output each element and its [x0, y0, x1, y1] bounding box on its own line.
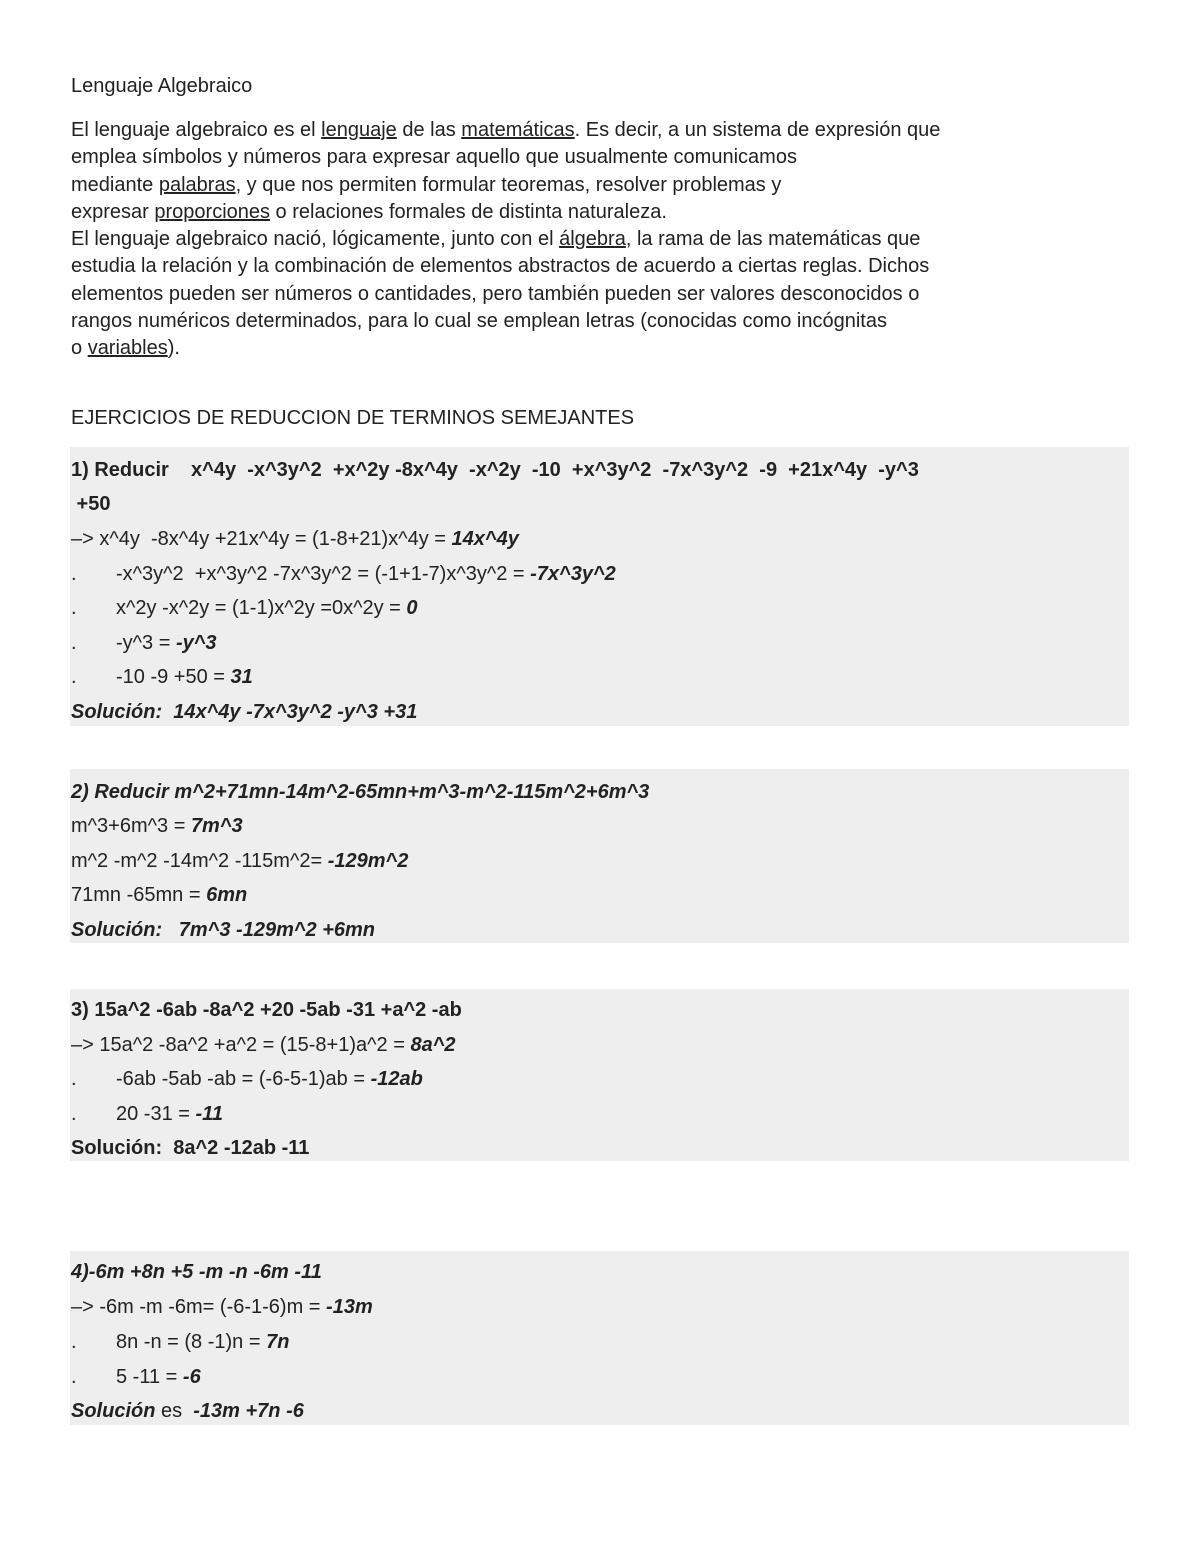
exercise-4-step-2: [116, 1329, 289, 1355]
step-result: 7m^3: [190, 815, 243, 837]
bullet-dot: .: [71, 597, 77, 619]
step-text: -10 -9 +50 =: [116, 666, 231, 688]
bullet-dot: .: [71, 1103, 77, 1125]
step-text: m^2 -m^2 -14m^2 -115m^2=: [71, 850, 328, 872]
bullet-dot: .: [71, 666, 77, 688]
exercise-2-step-2: [71, 848, 408, 874]
link-palabras[interactable]: palabras: [158, 173, 236, 196]
link-algebra[interactable]: álgebra: [559, 228, 626, 251]
exercise-1-step-1: [71, 526, 519, 552]
intro-text-run: El lenguaje algebraico es el: [71, 119, 322, 141]
intro-text-run: , y que nos permiten formular teoremas, resolver problemas y: [235, 173, 782, 196]
exercise-2-step-3: [71, 882, 247, 908]
intro-paragraph-1: [71, 117, 1141, 226]
solution-connector: es: [155, 1400, 194, 1422]
exercise-2-solution: Solución: 7m^3 -129m^2 +6mn: [71, 919, 376, 941]
step-text: 8n -n = (8 -1)n =: [116, 1331, 267, 1353]
step-text: -6ab -5ab -ab = (-6-5-1)ab =: [116, 1068, 371, 1090]
step-text: 5 -11 =: [116, 1366, 183, 1388]
intro-text-run: expresar: [71, 200, 155, 223]
step-text: -x^3y^2 +x^3y^2 -7x^3y^2 = (-1+1-7)x^3y^2 =: [116, 563, 531, 585]
step-text: 71mn -65mn =: [71, 884, 207, 906]
step-result: -129m^2: [327, 850, 409, 872]
step-text: 20 -31 =: [116, 1103, 196, 1125]
step-result: -13m: [326, 1296, 373, 1318]
bullet-dot: .: [71, 563, 77, 585]
exercise-4-step-3: [116, 1364, 201, 1390]
intro-text-run: rangos numéricos determinados, para lo cual se emplean letras (conocidas como incógnitas: [71, 310, 887, 333]
step-result: -y^3: [175, 632, 217, 654]
exercise-1-step-2: [116, 561, 616, 587]
bullet-dot: .: [71, 632, 77, 654]
step-result: 8a^2: [410, 1034, 456, 1056]
exercise-4-statement: 4)-6m +8n +5 -m -n -6m -11: [71, 1261, 322, 1283]
exercise-3-block: [70, 989, 1129, 1161]
link-proporciones[interactable]: proporciones: [154, 200, 270, 223]
exercise-1-block: [70, 447, 1129, 726]
intro-text-run: o relaciones formales de distinta naturaleza.: [270, 200, 667, 223]
bullet-dot: .: [71, 1331, 77, 1353]
intro-text-run: o: [71, 337, 88, 360]
step-result: 31: [230, 666, 253, 688]
intro-text-run: estudia la relación y la combinación de elementos abstractos de acuerdo a ciertas reglas. Dichos: [71, 255, 930, 278]
intro-text-run: de las: [396, 119, 462, 141]
step-result: 6mn: [206, 884, 248, 906]
intro-text-run: emplea símbolos y números para expresar aquello que usualmente comunicamos: [71, 146, 797, 169]
exercise-3-step-1: [71, 1032, 456, 1058]
exercise-1-step-4: [116, 630, 217, 656]
intro-text: [71, 117, 1141, 363]
link-lenguaje[interactable]: lenguaje: [321, 119, 397, 141]
step-text: -y^3 =: [116, 632, 176, 654]
exercise-3-step-2: [116, 1066, 423, 1092]
solution-value: -13m +7n -6: [193, 1400, 304, 1422]
step-text: –> -6m -m -6m= (-6-1-6)m =: [71, 1296, 327, 1318]
exercise-2-block: [70, 769, 1129, 943]
exercise-2-step-1: [71, 813, 243, 839]
step-result: -6: [182, 1366, 201, 1388]
exercise-3-statement-text: 3) 15a^2 -6ab -8a^2 +20 -5ab -31 +a^2 -ab: [71, 999, 462, 1021]
exercise-1-step-3: [116, 595, 418, 621]
step-result: 0: [406, 597, 418, 619]
exercise-3-step-3: [116, 1101, 223, 1127]
step-text: –> x^4y -8x^4y +21x^4y = (1-8+21)x^4y =: [71, 528, 452, 550]
exercise-1-statement-line-1: 1) Reducir x^4y -x^3y^2 +x^2y -8x^4y -x^2y -10 +x^3y^2 -7x^3y^2 -9 +21x^4y -y^3: [71, 459, 919, 481]
step-result: -11: [195, 1103, 223, 1125]
bullet-dot: .: [71, 1366, 77, 1388]
intro-text-run: mediante: [71, 173, 159, 196]
exercise-1-statement-cont: [71, 491, 110, 517]
exercise-4-block: [70, 1251, 1129, 1425]
intro-paragraph-2: [71, 226, 1141, 362]
exercise-3-solution-text: Solución: 8a^2 -12ab -11: [71, 1137, 310, 1159]
bullet-dot: .: [71, 1068, 77, 1090]
exercise-4-solution: [71, 1398, 304, 1424]
exercise-1-solution: Solución: 14x^4y -7x^3y^2 -y^3 +31: [71, 701, 418, 723]
exercise-4-step-1: [71, 1294, 373, 1320]
step-result: -7x^3y^2: [530, 563, 616, 585]
intro-text-run: El lenguaje algebraico nació, lógicamente, junto con el: [71, 228, 560, 251]
exercise-1-statement-line-2: +50: [71, 493, 111, 515]
step-text: m^3+6m^3 =: [71, 815, 191, 837]
step-text: x^2y -x^2y = (1-1)x^2y =0x^2y =: [116, 597, 407, 619]
intro-text-run: ).: [167, 337, 180, 360]
solution-label: Solución: [71, 1400, 156, 1422]
step-result: 14x^4y: [451, 528, 519, 550]
exercise-3-solution: [71, 1135, 309, 1161]
document-title: Lenguaje Algebraico: [71, 75, 253, 97]
section-heading: EJERCICIOS DE REDUCCION DE TERMINOS SEMEJANTES: [71, 407, 635, 429]
step-result: 7n: [266, 1331, 290, 1353]
link-matematicas[interactable]: matemáticas: [461, 119, 575, 141]
step-text: –> 15a^2 -8a^2 +a^2 = (15-8+1)a^2 =: [71, 1034, 411, 1056]
exercise-3-statement: [71, 997, 462, 1023]
intro-text-run: elementos pueden ser números o cantidades, pero también pueden ser valores desconocidos o: [71, 282, 920, 305]
intro-text-run: , la rama de las matemáticas que: [625, 228, 921, 251]
step-result: -12ab: [370, 1068, 423, 1090]
exercise-1-statement: [71, 457, 919, 483]
exercise-1-step-5: [116, 664, 253, 690]
link-variables[interactable]: variables: [87, 337, 168, 360]
intro-text-run: . Es decir, a un sistema de expresión que: [574, 119, 941, 141]
exercise-2-statement: 2) Reducir m^2+71mn-14m^2-65mn+m^3-m^2-115m^2+6m^3: [71, 781, 650, 803]
